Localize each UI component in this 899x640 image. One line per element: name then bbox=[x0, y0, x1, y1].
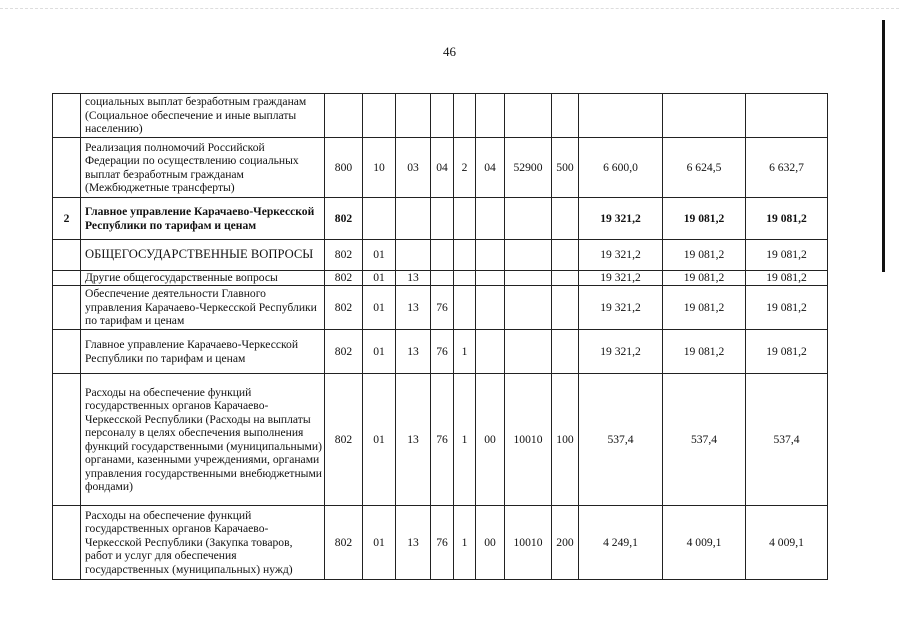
cell-vr bbox=[552, 271, 579, 286]
cell-no bbox=[53, 286, 81, 330]
cell-cs2 bbox=[454, 94, 476, 138]
cell-y3: 6 632,7 bbox=[746, 138, 828, 198]
cell-y3: 4 009,1 bbox=[746, 506, 828, 580]
cell-grbs: 802 bbox=[325, 374, 363, 506]
cell-no bbox=[53, 271, 81, 286]
cell-y3: 19 081,2 bbox=[746, 286, 828, 330]
scan-top-noise bbox=[0, 8, 899, 10]
cell-no bbox=[53, 240, 81, 271]
table-row bbox=[53, 138, 828, 198]
cell-rz: 01 bbox=[363, 374, 396, 506]
cell-cs4: 10010 bbox=[505, 374, 552, 506]
cell-cs3: 04 bbox=[476, 138, 505, 198]
cell-name: социальных выплат безработным гражданам (Социальное обеспечение и иные выплаты населению) bbox=[81, 94, 325, 138]
cell-pr bbox=[396, 240, 431, 271]
budget-table bbox=[52, 93, 828, 580]
cell-y1: 19 321,2 bbox=[579, 330, 663, 374]
scan-edge-mark bbox=[882, 20, 885, 272]
cell-cs1: 76 bbox=[431, 330, 454, 374]
cell-rz: 01 bbox=[363, 286, 396, 330]
cell-cs3 bbox=[476, 198, 505, 240]
cell-y1: 19 321,2 bbox=[579, 198, 663, 240]
cell-rz: 10 bbox=[363, 138, 396, 198]
cell-grbs: 802 bbox=[325, 198, 363, 240]
cell-cs2 bbox=[454, 286, 476, 330]
cell-no bbox=[53, 138, 81, 198]
cell-grbs: 802 bbox=[325, 286, 363, 330]
cell-name: Главное управление Карачаево-Черкесской Республики по тарифам и ценам bbox=[81, 198, 325, 240]
cell-pr: 13 bbox=[396, 374, 431, 506]
cell-cs3 bbox=[476, 271, 505, 286]
cell-y3: 19 081,2 bbox=[746, 330, 828, 374]
cell-cs2: 1 bbox=[454, 506, 476, 580]
cell-cs2 bbox=[454, 240, 476, 271]
cell-cs1: 76 bbox=[431, 286, 454, 330]
cell-name: Реализация полномочий Российской Федерации по осуществлению социальных выплат безработным гражданам (Межбюджетные трансферты) bbox=[81, 138, 325, 198]
cell-grbs: 802 bbox=[325, 240, 363, 271]
cell-cs1 bbox=[431, 198, 454, 240]
cell-cs4 bbox=[505, 330, 552, 374]
cell-y1: 19 321,2 bbox=[579, 271, 663, 286]
cell-name: Расходы на обеспечение функций государственных органов Карачаево-Черкесской Республики (Расходы на выплаты персоналу в целях обеспечения выполнения функций государственными (муниципальными) органами, казенными учреждениями, органами управления государственными внебюджетными фондами) bbox=[81, 374, 325, 506]
cell-cs4 bbox=[505, 94, 552, 138]
table-row bbox=[53, 198, 828, 240]
cell-no bbox=[53, 330, 81, 374]
table-row bbox=[53, 374, 828, 506]
cell-grbs: 802 bbox=[325, 271, 363, 286]
cell-pr bbox=[396, 198, 431, 240]
cell-pr: 03 bbox=[396, 138, 431, 198]
cell-y2: 19 081,2 bbox=[663, 330, 746, 374]
cell-rz bbox=[363, 198, 396, 240]
cell-no bbox=[53, 506, 81, 580]
cell-cs3 bbox=[476, 330, 505, 374]
cell-cs2: 2 bbox=[454, 138, 476, 198]
table-row bbox=[53, 506, 828, 580]
cell-no bbox=[53, 374, 81, 506]
cell-cs3: 00 bbox=[476, 374, 505, 506]
cell-y1 bbox=[579, 94, 663, 138]
cell-cs3 bbox=[476, 286, 505, 330]
cell-grbs: 802 bbox=[325, 506, 363, 580]
cell-cs2 bbox=[454, 271, 476, 286]
cell-rz: 01 bbox=[363, 271, 396, 286]
cell-y1: 19 321,2 bbox=[579, 240, 663, 271]
cell-y1: 19 321,2 bbox=[579, 286, 663, 330]
cell-vr bbox=[552, 330, 579, 374]
cell-pr: 13 bbox=[396, 286, 431, 330]
cell-y2: 537,4 bbox=[663, 374, 746, 506]
cell-name: Расходы на обеспечение функций государственных органов Карачаево-Черкесской Республики (Закупка товаров, работ и услуг для обеспечения государственных (муниципальных) нужд) bbox=[81, 506, 325, 580]
cell-y2 bbox=[663, 94, 746, 138]
cell-rz: 01 bbox=[363, 330, 396, 374]
cell-cs3 bbox=[476, 94, 505, 138]
cell-vr: 100 bbox=[552, 374, 579, 506]
cell-cs1 bbox=[431, 94, 454, 138]
cell-y3: 19 081,2 bbox=[746, 198, 828, 240]
cell-vr bbox=[552, 240, 579, 271]
cell-vr bbox=[552, 94, 579, 138]
cell-cs1: 04 bbox=[431, 138, 454, 198]
cell-cs4 bbox=[505, 198, 552, 240]
cell-cs1: 76 bbox=[431, 374, 454, 506]
page-number: 46 bbox=[443, 44, 456, 59]
cell-grbs bbox=[325, 94, 363, 138]
cell-vr: 500 bbox=[552, 138, 579, 198]
cell-pr: 13 bbox=[396, 271, 431, 286]
cell-cs4 bbox=[505, 271, 552, 286]
cell-cs1 bbox=[431, 271, 454, 286]
cell-y2: 19 081,2 bbox=[663, 286, 746, 330]
cell-cs4: 10010 bbox=[505, 506, 552, 580]
cell-y2: 19 081,2 bbox=[663, 240, 746, 271]
cell-pr bbox=[396, 94, 431, 138]
cell-y2: 6 624,5 bbox=[663, 138, 746, 198]
cell-cs4: 52900 bbox=[505, 138, 552, 198]
cell-y2: 19 081,2 bbox=[663, 198, 746, 240]
cell-grbs: 800 bbox=[325, 138, 363, 198]
cell-name: ОБЩЕГОСУДАРСТВЕННЫЕ ВОПРОСЫ bbox=[81, 240, 325, 271]
cell-no bbox=[53, 94, 81, 138]
cell-vr bbox=[552, 198, 579, 240]
cell-grbs: 802 bbox=[325, 330, 363, 374]
cell-vr bbox=[552, 286, 579, 330]
cell-y2: 4 009,1 bbox=[663, 506, 746, 580]
cell-cs1 bbox=[431, 240, 454, 271]
cell-y2: 19 081,2 bbox=[663, 271, 746, 286]
cell-cs3: 00 bbox=[476, 506, 505, 580]
cell-y3: 19 081,2 bbox=[746, 240, 828, 271]
cell-y1: 537,4 bbox=[579, 374, 663, 506]
cell-cs4 bbox=[505, 240, 552, 271]
cell-y1: 6 600,0 bbox=[579, 138, 663, 198]
cell-name: Другие общегосударственные вопросы bbox=[81, 271, 325, 286]
cell-name: Обеспечение деятельности Главного управления Карачаево-Черкесской Республики по тарифам и ценам bbox=[81, 286, 325, 330]
cell-rz: 01 bbox=[363, 506, 396, 580]
cell-cs3 bbox=[476, 240, 505, 271]
cell-cs2 bbox=[454, 198, 476, 240]
cell-y3: 537,4 bbox=[746, 374, 828, 506]
table-row bbox=[53, 94, 828, 138]
cell-y1: 4 249,1 bbox=[579, 506, 663, 580]
cell-y3 bbox=[746, 94, 828, 138]
cell-cs1: 76 bbox=[431, 506, 454, 580]
cell-cs4 bbox=[505, 286, 552, 330]
cell-cs2: 1 bbox=[454, 330, 476, 374]
table-row bbox=[53, 286, 828, 330]
table-row bbox=[53, 271, 828, 286]
cell-name: Главное управление Карачаево-Черкесской Республики по тарифам и ценам bbox=[81, 330, 325, 374]
cell-pr: 13 bbox=[396, 330, 431, 374]
cell-vr: 200 bbox=[552, 506, 579, 580]
cell-pr: 13 bbox=[396, 506, 431, 580]
cell-y3: 19 081,2 bbox=[746, 271, 828, 286]
cell-cs2: 1 bbox=[454, 374, 476, 506]
table-row bbox=[53, 330, 828, 374]
cell-rz: 01 bbox=[363, 240, 396, 271]
cell-no: 2 bbox=[53, 198, 81, 240]
table-row bbox=[53, 240, 828, 271]
cell-rz bbox=[363, 94, 396, 138]
